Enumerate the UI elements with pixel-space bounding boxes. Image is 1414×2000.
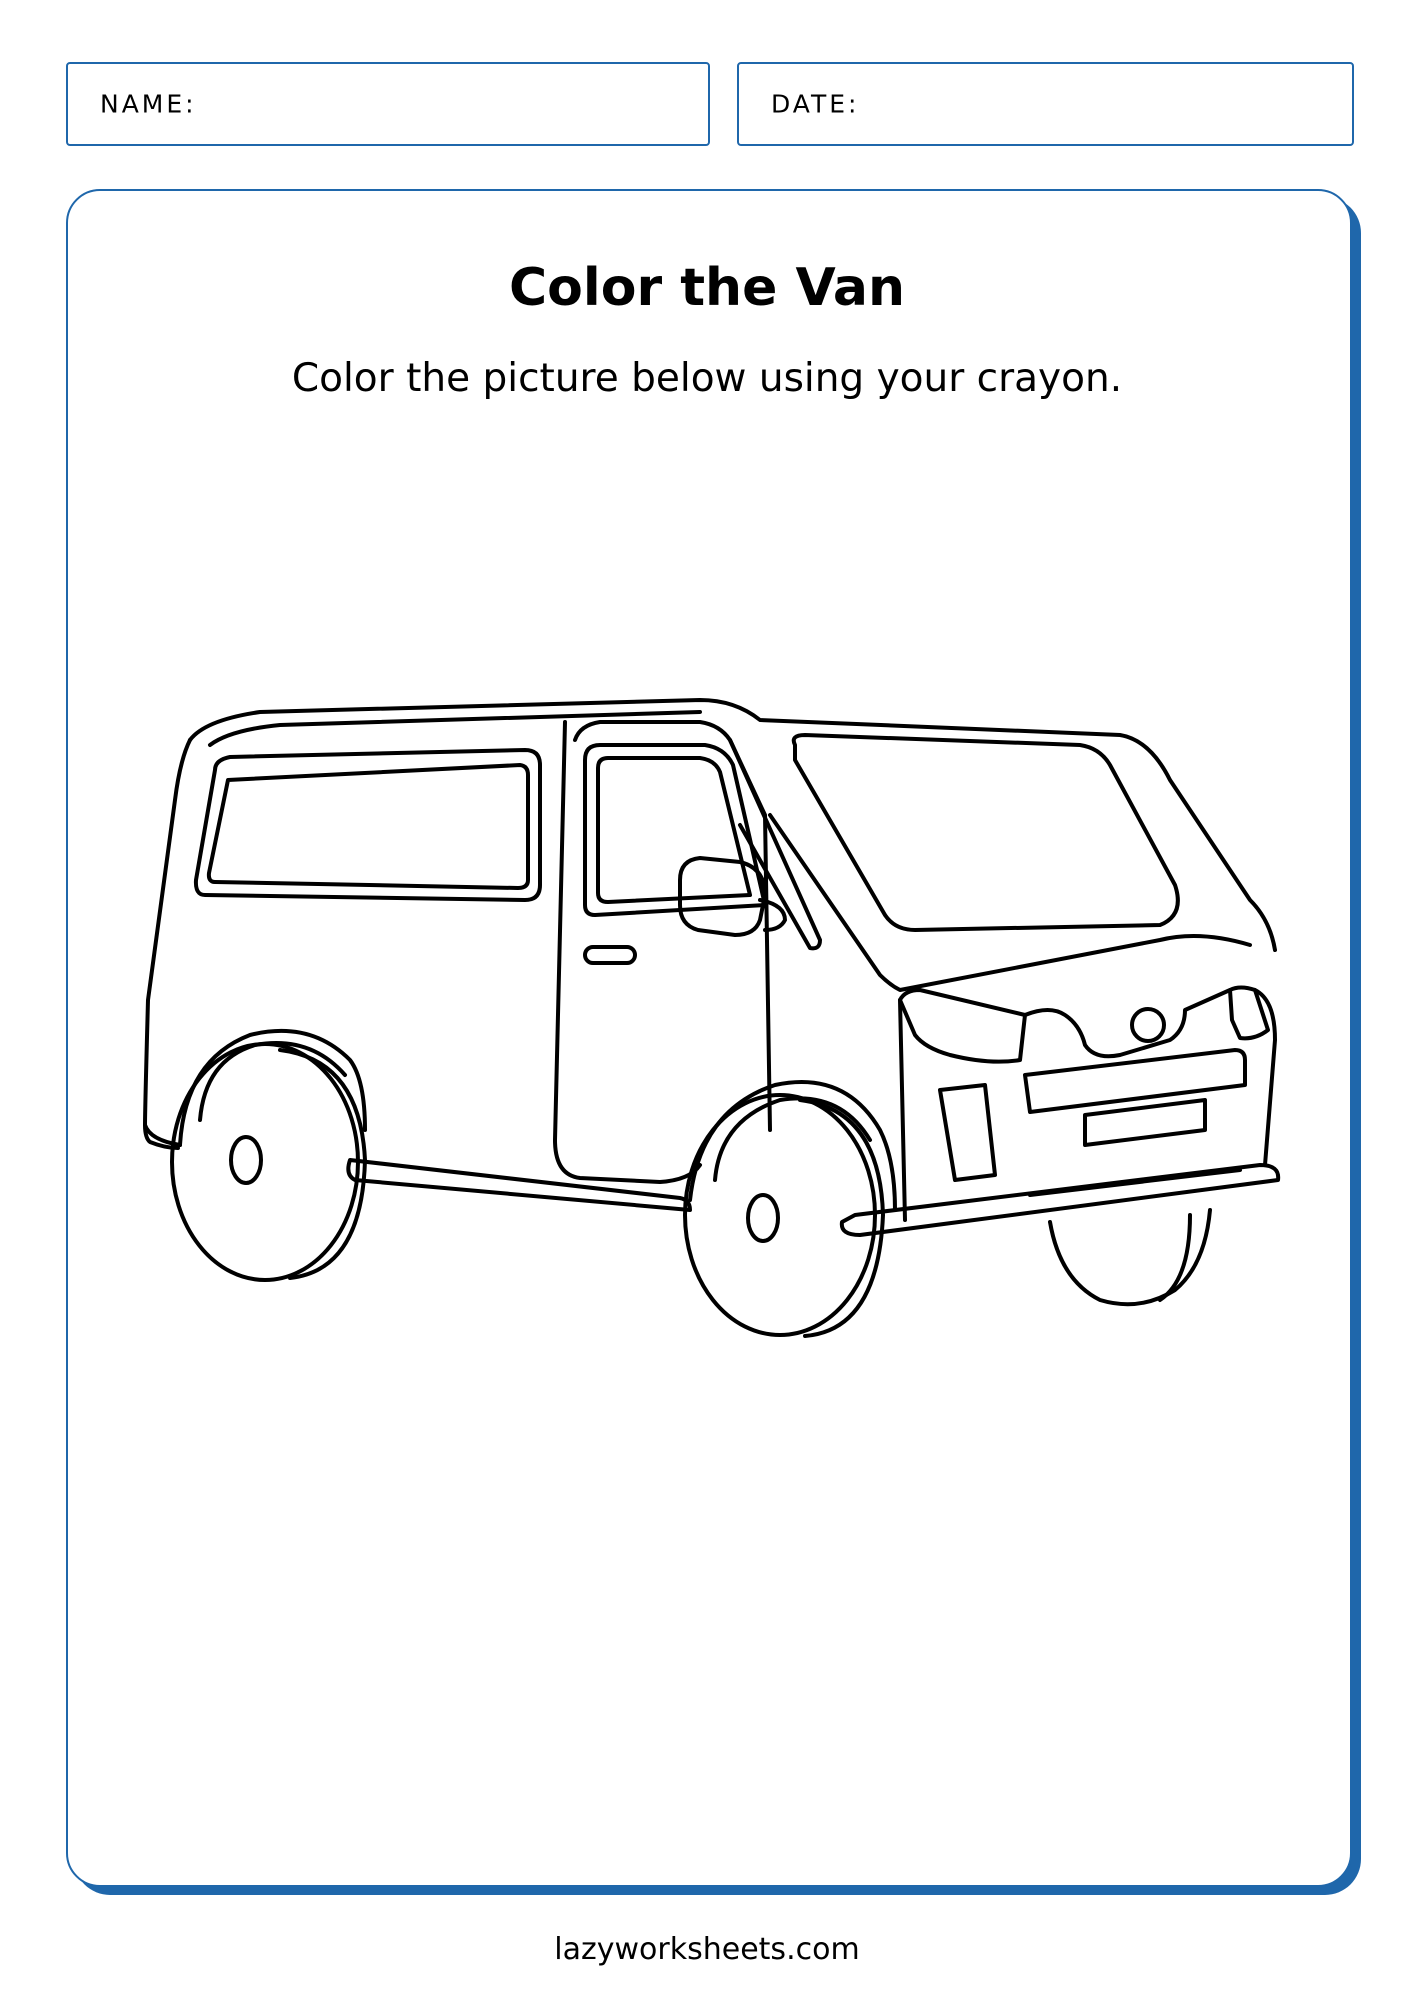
footer-site: lazyworksheets.com — [554, 1932, 860, 1967]
van-grille-top — [1025, 990, 1230, 1056]
van-left-headlight — [900, 990, 1025, 1062]
van-front-hubcap — [748, 1195, 778, 1241]
van-door-edge — [575, 722, 770, 1130]
van-front-arch-inner — [715, 1098, 870, 1180]
van-emblem — [1132, 1009, 1164, 1041]
van-a-pillar — [730, 740, 820, 948]
van-front-wheel — [685, 1095, 875, 1335]
van-bumper-inner — [1030, 1170, 1240, 1195]
date-field[interactable] — [737, 62, 1354, 146]
van-windshield — [794, 735, 1178, 930]
van-side-skirt — [348, 1160, 690, 1210]
van-plate — [1085, 1100, 1205, 1145]
van-rear — [145, 740, 190, 1145]
van-door-window-outer — [585, 745, 765, 915]
worksheet-instruction: Color the picture below using your crayon. — [291, 356, 1123, 401]
van-side-door — [555, 722, 700, 1182]
worksheet-title: Color the Van — [509, 258, 905, 318]
van-door-window-inner — [598, 758, 750, 902]
van-rear-hubcap — [231, 1137, 261, 1183]
van-grille-lower — [1025, 1050, 1245, 1112]
date-label: DATE: — [771, 89, 860, 119]
van-door-handle — [585, 947, 635, 963]
van-rear-arch-inner — [200, 1043, 345, 1120]
van-fog-light — [940, 1085, 995, 1180]
van-outline-illustration — [140, 690, 1290, 1350]
van-far-front-wheel-rim — [1160, 1215, 1190, 1300]
van-rear-wheel — [172, 1044, 358, 1280]
van-front-wheel-rim — [800, 1100, 883, 1336]
van-front-side — [900, 1000, 905, 1220]
name-label: NAME: — [100, 89, 197, 119]
van-rear-wheel-rim — [280, 1050, 365, 1278]
van-rear-window-inner — [209, 765, 528, 888]
van-front-bumper — [842, 1165, 1278, 1235]
van-front-arch — [690, 1082, 895, 1210]
van-roof-inner — [210, 712, 700, 745]
name-field[interactable] — [66, 62, 710, 146]
